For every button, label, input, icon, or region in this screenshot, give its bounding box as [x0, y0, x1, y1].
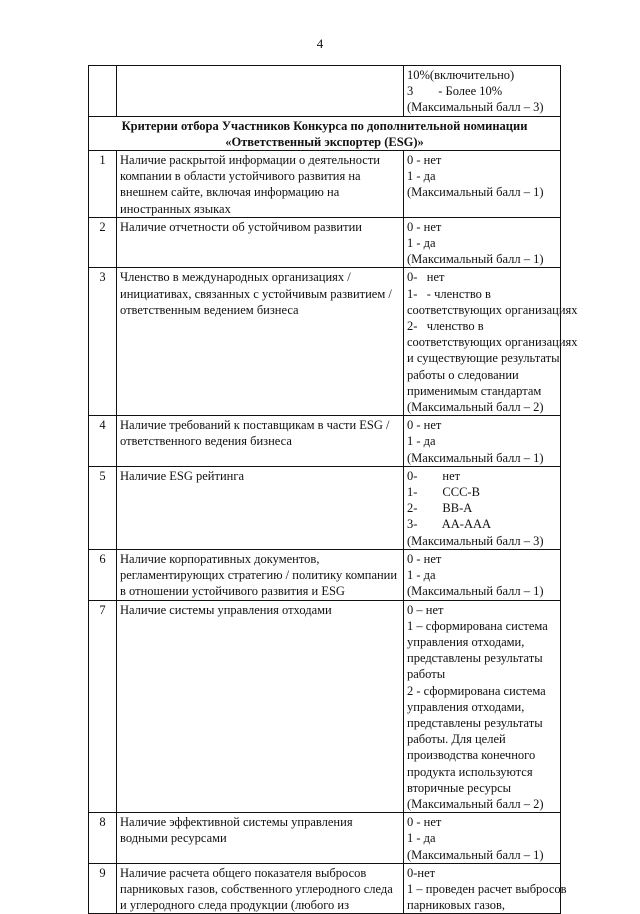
- criterion-text: Наличие требований к поставщикам в части ESG / ответственного ведения бизнеса: [120, 418, 390, 449]
- score-line: (Максимальный балл – 1): [407, 847, 544, 862]
- score-line: парниковых газов,: [407, 898, 506, 913]
- criterion-cell: [117, 549, 404, 600]
- row-number: 2: [89, 217, 117, 268]
- score-line: соответствующих организациях: [407, 335, 578, 350]
- criterion-text: Членство в международных организациях / инициативах, связанных с устойчивым развитием / ответственным ведением бизнеса: [120, 270, 392, 317]
- row-number: 8: [89, 813, 117, 864]
- score-cell: [404, 466, 561, 549]
- row-number: 7: [89, 600, 117, 813]
- score-line: 3- AA-AAA: [407, 517, 492, 532]
- score-line: 2- членство в: [407, 319, 484, 334]
- row-number: 4: [89, 416, 117, 467]
- score-line: представлены результаты: [407, 715, 543, 730]
- criterion-text: Наличие эффективной системы управления водными ресурсами: [120, 815, 353, 846]
- score-line: 0 - нет: [407, 551, 442, 566]
- criterion-text: Наличие системы управления отходами: [120, 602, 332, 617]
- score-line: 0- нет: [407, 468, 461, 483]
- row-number: 5: [89, 466, 117, 549]
- score-line: управления отходами,: [407, 699, 525, 714]
- criterion-cell: [117, 268, 404, 416]
- score-line: (Максимальный балл – 3): [407, 100, 544, 115]
- continuation-row: [89, 66, 561, 117]
- row-number: 9: [89, 863, 117, 914]
- score-cell: [404, 151, 561, 218]
- score-cell: [404, 549, 561, 600]
- score-line: 1 - да: [407, 169, 436, 184]
- row-number: 3: [89, 268, 117, 416]
- row-number: [89, 66, 117, 117]
- score-line: 3 - Более 10%: [407, 84, 503, 99]
- score-line: и существующие результаты: [407, 351, 560, 366]
- score-line: (Максимальный балл – 2): [407, 796, 544, 811]
- score-line: 0 - нет: [407, 153, 442, 168]
- score-line: 0 – нет: [407, 602, 444, 617]
- score-line: 1- - членство в: [407, 286, 491, 301]
- criterion-row: [89, 466, 561, 549]
- score-line: 1 - да: [407, 236, 436, 251]
- criterion-row: [89, 268, 561, 416]
- criterion-cell: [117, 466, 404, 549]
- criterion-cell: [117, 66, 404, 117]
- criterion-row: [89, 217, 561, 268]
- score-line: 1 – проведен расчет выбросов: [407, 881, 567, 896]
- criterion-row: [89, 151, 561, 218]
- row-number: 1: [89, 151, 117, 218]
- criterion-cell: [117, 217, 404, 268]
- criterion-text: Наличие ESG рейтинга: [120, 468, 245, 483]
- score-line: вторичные ресурсы: [407, 780, 512, 795]
- criterion-cell: [117, 863, 404, 914]
- score-line: работы. Для целей: [407, 732, 506, 747]
- score-cell: [404, 863, 567, 914]
- score-line: представлены результаты: [407, 651, 543, 666]
- score-line: 10%(включительно): [407, 68, 515, 82]
- criterion-row: [89, 600, 561, 813]
- criterion-cell: [117, 813, 404, 864]
- criterion-cell: [117, 600, 404, 813]
- score-line: (Максимальный балл – 1): [407, 450, 544, 465]
- score-line: 1 - да: [407, 831, 436, 846]
- score-line: (Максимальный балл – 1): [407, 252, 544, 267]
- criterion-text: Наличие корпоративных документов, регламентирующих стратегию / политику компании в отношении устойчивого развития и ESG: [120, 551, 398, 599]
- score-line: 1 – сформирована система: [407, 618, 548, 633]
- score-line: 1 - да: [407, 568, 436, 583]
- score-line: 1- CCC-B: [407, 485, 480, 500]
- score-line: (Максимальный балл – 1): [407, 584, 544, 599]
- score-line: управления отходами,: [407, 634, 525, 649]
- score-line: продукта используются: [407, 764, 533, 779]
- score-line: соответствующих организациях: [407, 302, 578, 317]
- score-line: производства конечного: [407, 748, 536, 763]
- score-line: 0- нет: [407, 270, 445, 285]
- score-line: 2 - сформирована система: [407, 683, 546, 698]
- criterion-row: [89, 416, 561, 467]
- score-cell: [404, 813, 561, 864]
- score-cell: [404, 600, 561, 813]
- criterion-row: [89, 813, 561, 864]
- page-number: 4: [316, 36, 324, 51]
- score-cell: [404, 66, 561, 117]
- criterion-row: [89, 863, 561, 914]
- criteria-table: [88, 65, 578, 914]
- score-line: 1 - да: [407, 434, 436, 449]
- score-line: 2- BB-A: [407, 501, 473, 516]
- score-line: (Максимальный балл – 3): [407, 533, 544, 548]
- criterion-row: [89, 549, 561, 600]
- score-cell: [404, 268, 578, 416]
- section-header-row: [89, 116, 561, 150]
- score-cell: [404, 217, 561, 268]
- score-line: 0-нет: [407, 865, 436, 880]
- section-header: Критерии отбора Участников Конкурса по дополнительной номинации «Ответственный экспортер (ESG)»: [89, 116, 561, 150]
- criterion-text: Наличие отчетности об устойчивом развитии: [120, 219, 362, 234]
- score-line: 0 - нет: [407, 815, 442, 830]
- row-number: 6: [89, 549, 117, 600]
- score-line: (Максимальный балл – 1): [407, 185, 544, 200]
- score-line: применимым стандартам: [407, 383, 542, 398]
- criterion-cell: [117, 151, 404, 218]
- criterion-text: Наличие раскрытой информации о деятельности компании в области устойчивого развития на внешнем сайте, включая информацию на иностранных языках: [120, 153, 380, 216]
- criterion-cell: [117, 416, 404, 467]
- score-cell: [404, 416, 561, 467]
- score-line: (Максимальный балл – 2): [407, 400, 544, 415]
- score-line: работы о следовании: [407, 367, 519, 382]
- score-line: работы: [407, 667, 446, 682]
- criterion-text: Наличие расчета общего показателя выбросов парниковых газов, собственного углеродного следа и углеродного следа продукции (любого из: [120, 865, 393, 913]
- score-line: 0 - нет: [407, 418, 442, 433]
- score-line: 0 - нет: [407, 219, 442, 234]
